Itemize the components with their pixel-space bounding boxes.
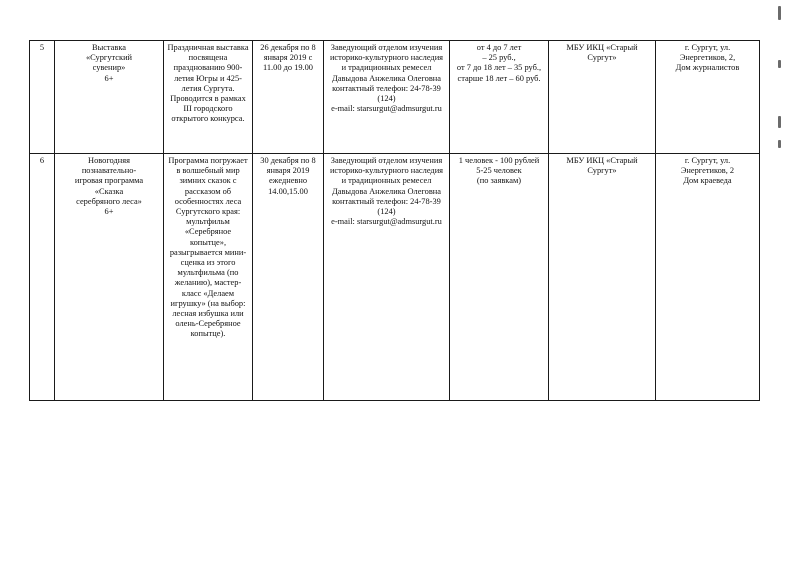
event-name-line: сувенир»	[92, 63, 126, 73]
event-organizer: МБУ ИКЦ «Старый Сургут»	[549, 41, 656, 154]
contact-line: и традиционных ремесел	[341, 63, 432, 73]
contact-line: историко-культурного наследия	[329, 53, 444, 63]
place-line: Дом краеведа	[683, 176, 732, 186]
date-line: ежедневно	[268, 176, 308, 186]
table-row	[30, 41, 760, 154]
event-name-line: 6+	[104, 73, 114, 83]
contact-line: (124)	[377, 207, 396, 217]
place-line: г. Сургут, ул.	[684, 43, 731, 52]
description-line: мультфильм	[186, 217, 230, 227]
description-line: особенностях леса	[174, 196, 242, 206]
date-line: 26 декабря по 8	[260, 43, 316, 52]
contact-line: и традиционных ремесел	[341, 176, 432, 186]
place-line: Дом журналистов	[675, 63, 740, 73]
description-line: открытого конкурса.	[171, 114, 245, 124]
price-line: 1 человек - 100 рублей	[458, 156, 540, 165]
description-line: мультфильма (по	[177, 268, 239, 278]
events-table	[29, 40, 760, 401]
description-line: олень-Серебряное	[175, 319, 241, 329]
contact-line: Давыдова Анжелика Олеговна	[332, 186, 441, 196]
scan-mark	[778, 6, 781, 20]
event-name-line: «Сургутский	[85, 53, 133, 63]
description-line: Сургутского края:	[175, 207, 241, 217]
contact-email: e-mail: starsurgut@admsurgut.ru	[331, 104, 442, 114]
event-name-line: серебряного леса»	[76, 196, 142, 206]
event-place	[656, 41, 760, 154]
description-line: разыгрывается мини-	[169, 247, 247, 257]
event-price	[450, 154, 549, 401]
description-line: Праздничная выставка	[167, 43, 249, 52]
description-line: Проводится в рамках	[170, 94, 246, 104]
event-name	[55, 154, 164, 401]
contact-line: Заведующий отделом изучения	[330, 156, 443, 165]
event-price	[450, 41, 549, 154]
description-line: «Серебряное	[184, 227, 232, 237]
description-line: III городского	[183, 104, 233, 114]
event-place	[656, 154, 760, 401]
description-line: в волшебный мир	[176, 166, 240, 176]
price-line: от 4 до 7 лет	[476, 43, 522, 52]
description-line: сценка из этого	[180, 258, 236, 268]
description-line: игрушку» (на выбор:	[170, 298, 246, 308]
price-line: (по заявкам)	[476, 176, 522, 186]
date-line: 30 декабря по 8	[260, 156, 316, 165]
price-line: – 25 руб.,	[482, 53, 516, 63]
event-contact	[324, 154, 450, 401]
event-description	[164, 41, 253, 154]
description-line: Программа погружает	[168, 156, 248, 165]
contact-line: (124)	[377, 94, 396, 104]
contact-line: Давыдова Анжелика Олеговна	[332, 73, 441, 83]
scan-mark	[778, 140, 781, 148]
price-line: старше 18 лет – 60 руб.	[457, 73, 541, 83]
row-number: 5	[30, 41, 55, 154]
description-line: летия Югры и 425-	[174, 73, 242, 83]
event-name-line: познавательно-	[81, 166, 137, 176]
event-description	[164, 154, 253, 401]
date-line: января 2019	[266, 166, 310, 176]
description-line: рассказом об	[184, 186, 232, 196]
table-row	[30, 154, 760, 401]
description-line: празднованию 900-	[173, 63, 243, 73]
event-name-line: «Сказка	[94, 186, 124, 196]
contact-line: историко-культурного наследия	[329, 166, 444, 176]
description-line: лесная избушка или	[172, 309, 244, 319]
place-line: г. Сургут, ул.	[684, 156, 731, 165]
scan-mark	[778, 116, 781, 128]
contact-line: контактный телефон: 24-78-39	[332, 83, 441, 93]
contact-line: контактный телефон: 24-78-39	[332, 196, 441, 206]
description-line: летия Сургута.	[181, 83, 235, 93]
event-name-line: Новогодняя	[88, 156, 130, 165]
date-line: 11.00 до 19.00	[262, 63, 313, 73]
description-line: желанию), мастер-	[174, 278, 242, 288]
price-line: от 7 до 18 лет – 35 руб.,	[456, 63, 542, 73]
contact-email: e-mail: starsurgut@admsurgut.ru	[331, 217, 442, 227]
event-dates	[253, 41, 324, 154]
event-name-line: 6+	[104, 207, 114, 217]
description-line: копытце).	[190, 329, 226, 339]
description-line: копытце»,	[189, 237, 227, 247]
description-line: класс «Делаем	[181, 288, 235, 298]
place-line: Энергетиков, 2	[680, 166, 735, 176]
price-line: 5-25 человек	[476, 166, 522, 176]
row-number: 6	[30, 154, 55, 401]
event-organizer: МБУ ИКЦ «Старый Сургут»	[549, 154, 656, 401]
date-line: 14.00,15.00	[268, 186, 308, 196]
event-name	[55, 41, 164, 154]
place-line: Энергетиков, 2,	[679, 53, 736, 63]
date-line: января 2019 с	[263, 53, 313, 63]
scan-edge-marks	[774, 0, 788, 566]
event-contact	[324, 41, 450, 154]
description-line: зимних сказок с	[179, 176, 237, 186]
event-dates	[253, 154, 324, 401]
event-name-line: Выставка	[91, 43, 127, 52]
contact-line: Заведующий отделом изучения	[330, 43, 443, 52]
event-name-line: игровая программа	[74, 176, 144, 186]
scan-mark	[778, 60, 781, 68]
description-line: посвящена	[188, 53, 228, 63]
